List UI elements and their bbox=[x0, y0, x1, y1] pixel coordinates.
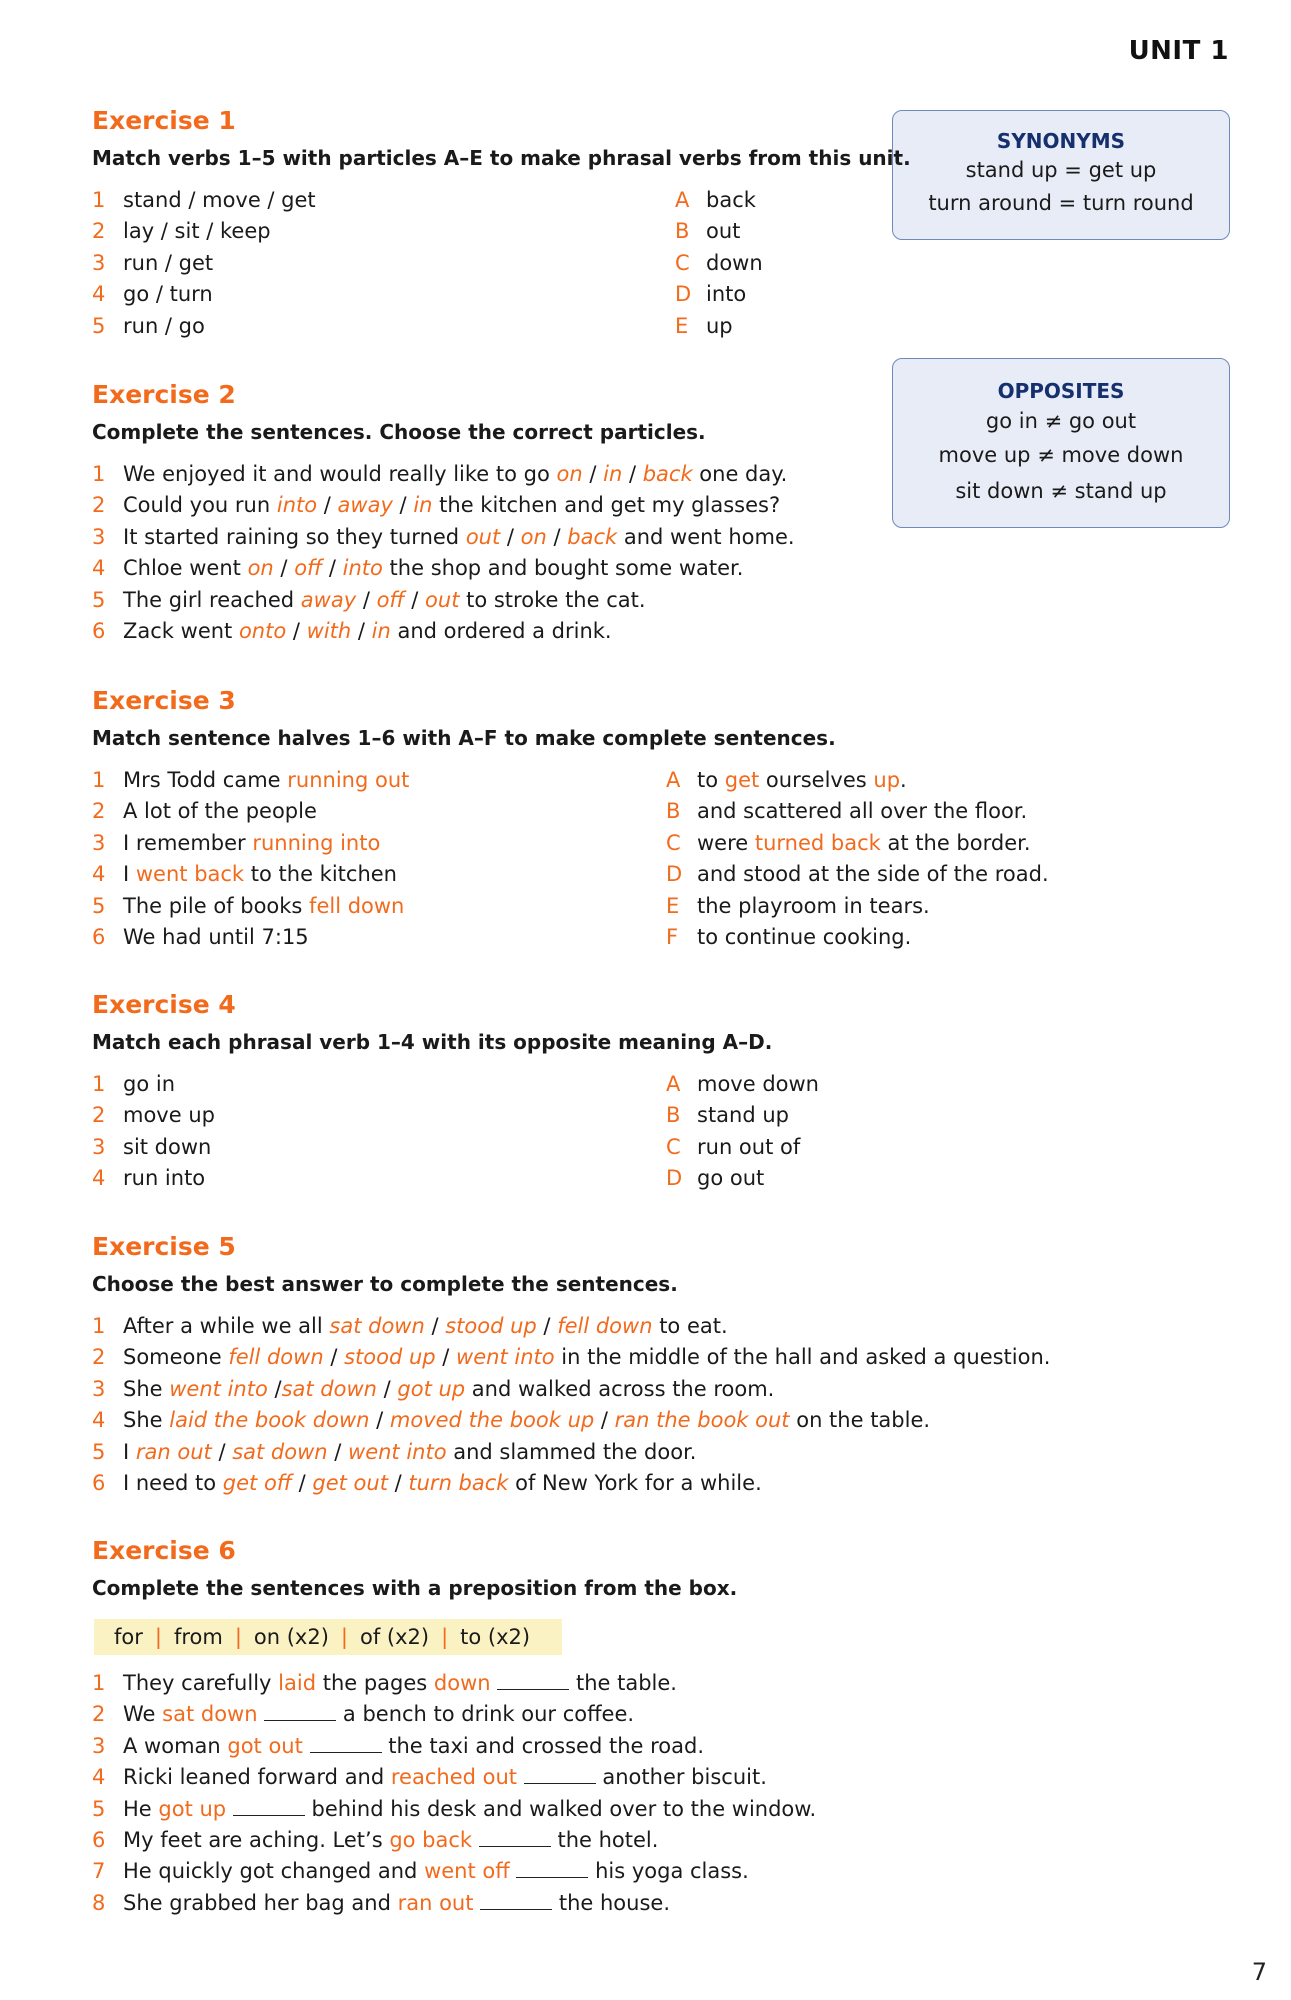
list-item: 2 A lot of the people B and scattered all over the floor. bbox=[92, 799, 1028, 824]
exercise-instruction: Complete the sentences with a preposition from the box. bbox=[92, 1576, 738, 1600]
list-item: 5 The girl reached away / off / out to stroke the cat. bbox=[92, 587, 646, 612]
list-item: 6 I need to get off / get out / turn back of New York for a while. bbox=[92, 1470, 762, 1495]
synonyms-box bbox=[892, 110, 1230, 240]
list-item: 1 go in A move down bbox=[92, 1072, 819, 1096]
exercise-title: Exercise 1 bbox=[92, 106, 236, 135]
word-option: from bbox=[173, 1625, 223, 1649]
exercise-instruction: Choose the best answer to complete the sentences. bbox=[92, 1272, 678, 1296]
sentence-list bbox=[92, 459, 872, 647]
answer-blank[interactable] bbox=[233, 1796, 305, 1816]
match-list bbox=[92, 765, 1092, 953]
synonyms-title: SYNONYMS bbox=[996, 129, 1126, 153]
list-item: 5 The pile of books fell down E the playroom in tears. bbox=[92, 893, 930, 918]
list-item: 3 I remember running into C were turned back at the border. bbox=[92, 830, 1031, 855]
exercise-1 bbox=[92, 106, 912, 342]
exercise-title: Exercise 2 bbox=[92, 380, 236, 409]
list-item: 2 We sat down a bench to drink our coffee. bbox=[92, 1702, 635, 1727]
list-item: 1 After a while we all sat down / stood up / fell down to eat. bbox=[92, 1314, 728, 1338]
answer-blank[interactable] bbox=[310, 1733, 382, 1753]
exercise-instruction: Match each phrasal verb 1–4 with its opposite meaning A–D. bbox=[92, 1030, 773, 1054]
list-item: 4 go / turn D into bbox=[92, 282, 747, 307]
list-item: 4 She laid the book down / moved the book up / ran the book out on the table. bbox=[92, 1408, 931, 1433]
answer-blank[interactable] bbox=[497, 1670, 569, 1690]
word-box: for | from | on (x2) | of (x2) | to (x2) bbox=[94, 1619, 562, 1655]
synonym-line: turn around = turn round bbox=[928, 191, 1194, 215]
answer-blank[interactable] bbox=[516, 1858, 588, 1878]
list-item: 3 It started raining so they turned out / on / back and went home. bbox=[92, 524, 795, 549]
exercise-instruction: Match verbs 1–5 with particles A–E to make phrasal verbs from this unit. bbox=[92, 146, 911, 170]
answer-blank[interactable] bbox=[479, 1827, 551, 1847]
unit-label: UNIT 1 bbox=[1128, 36, 1229, 66]
exercise-instruction: Match sentence halves 1–6 with A–F to make complete sentences. bbox=[92, 726, 836, 750]
opposite-line: go in ≠ go out bbox=[985, 409, 1137, 433]
exercise-2 bbox=[92, 380, 872, 647]
opposites-box bbox=[892, 358, 1230, 528]
opposites-title: OPPOSITES bbox=[997, 379, 1125, 403]
word-option: on (x2) bbox=[253, 1625, 329, 1649]
list-item: 5 He got up behind his desk and walked over to the window. bbox=[92, 1796, 817, 1821]
word-option: of (x2) bbox=[360, 1625, 430, 1649]
page-number: 7 bbox=[1251, 1958, 1267, 1986]
list-item: 4 run into D go out bbox=[92, 1166, 765, 1191]
exercise-6 bbox=[92, 1536, 1092, 1601]
list-item: 2 Someone fell down / stood up / went into in the middle of the hall and asked a question. bbox=[92, 1345, 1051, 1370]
list-item: 3 sit down C run out of bbox=[92, 1134, 801, 1159]
synonym-line: stand up = get up bbox=[965, 158, 1157, 182]
exercise-5 bbox=[92, 1232, 1192, 1499]
exercise-6-list bbox=[92, 1668, 1092, 1919]
list-item: 8 She grabbed her bag and ran out the house. bbox=[92, 1890, 670, 1915]
list-item: 1 stand / move / get A back bbox=[92, 188, 756, 212]
answer-blank[interactable] bbox=[480, 1890, 552, 1910]
opposite-line: sit down ≠ stand up bbox=[955, 479, 1167, 503]
list-item: 4 Chloe went on / off / into the shop and bought some water. bbox=[92, 556, 744, 581]
list-item: 3 She went into /sat down / got up and walked across the room. bbox=[92, 1376, 775, 1401]
exercise-3 bbox=[92, 686, 1092, 953]
list-item: 5 I ran out / sat down / went into and slammed the door. bbox=[92, 1439, 697, 1464]
answer-blank[interactable] bbox=[264, 1701, 336, 1721]
exercise-4 bbox=[92, 990, 992, 1195]
list-item: 6 My feet are aching. Let’s go back the hotel. bbox=[92, 1827, 659, 1852]
list-item: 1 Mrs Todd came running out A to get ourselves up. bbox=[92, 768, 907, 792]
list-item: 1 They carefully laid the pages down the table. bbox=[92, 1671, 677, 1695]
word-option: to (x2) bbox=[460, 1625, 531, 1649]
list-item: 3 run / get C down bbox=[92, 250, 763, 275]
list-item: 2 move up B stand up bbox=[92, 1103, 789, 1128]
list-item: 4 Ricki leaned forward and reached out another biscuit. bbox=[92, 1765, 767, 1790]
list-item: 2 Could you run into / away / in the kitchen and get my glasses? bbox=[92, 493, 781, 518]
exercise-instruction: Complete the sentences. Choose the correct particles. bbox=[92, 420, 706, 444]
word-option: for bbox=[114, 1625, 143, 1649]
exercise-title: Exercise 6 bbox=[92, 1536, 236, 1565]
exercise-title: Exercise 4 bbox=[92, 990, 236, 1019]
list-item: 6 We had until 7:15 F to continue cooking. bbox=[92, 924, 912, 949]
answer-blank[interactable] bbox=[524, 1764, 596, 1784]
list-item: 7 He quickly got changed and went off his yoga class. bbox=[92, 1859, 749, 1884]
opposite-line: move up ≠ move down bbox=[938, 443, 1184, 467]
list-item: 1 We enjoyed it and would really like to go on / in / back one day. bbox=[92, 462, 788, 486]
list-item: 4 I went back to the kitchen D and stood at the side of the road. bbox=[92, 862, 1049, 887]
list-item: 3 A woman got out the taxi and crossed the road. bbox=[92, 1733, 704, 1758]
list-item: 6 Zack went onto / with / in and ordered a drink. bbox=[92, 618, 612, 643]
match-list bbox=[92, 185, 912, 342]
match-list bbox=[92, 1069, 992, 1195]
list-item: 2 lay / sit / keep B out bbox=[92, 219, 741, 244]
list-item: 5 run / go E up bbox=[92, 313, 733, 338]
exercise-title: Exercise 3 bbox=[92, 686, 236, 715]
sentence-list bbox=[92, 1311, 1192, 1499]
exercise-title: Exercise 5 bbox=[92, 1232, 236, 1261]
